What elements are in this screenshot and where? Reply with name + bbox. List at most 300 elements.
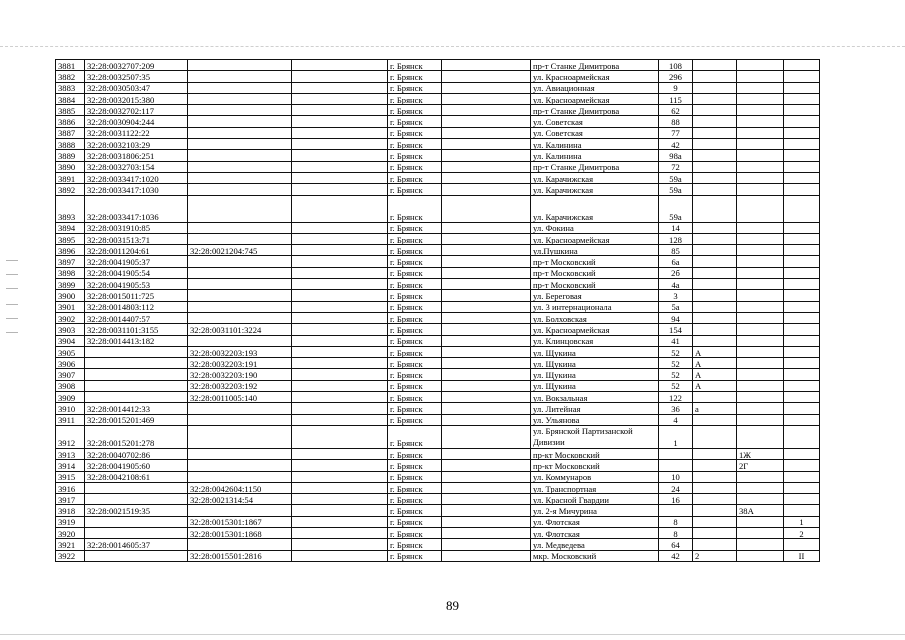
apartment-cell	[784, 448, 820, 459]
cadastral-number-2: 32:28:0021204:745	[188, 245, 292, 256]
cadastral-number-2	[188, 505, 292, 516]
row-number: 3909	[56, 392, 85, 403]
building-cell	[737, 335, 784, 346]
street-cell: ул. Транспортная	[531, 482, 659, 493]
cadastral-number-2	[188, 301, 292, 312]
street-cell: ул. Флотская	[531, 516, 659, 527]
cadastral-number-1: 32:28:0032507:35	[85, 71, 188, 82]
empty-column-1	[292, 414, 388, 425]
cadastral-number-2	[188, 312, 292, 323]
city-cell: г. Брянск	[388, 222, 442, 233]
house-number-cell: 52	[659, 380, 693, 391]
row-number: 3898	[56, 267, 85, 278]
letter-cell	[693, 494, 737, 505]
city-cell: г. Брянск	[388, 392, 442, 403]
table-row	[56, 127, 820, 138]
house-number-cell: 154	[659, 324, 693, 335]
table-row	[56, 448, 820, 459]
apartment-cell	[784, 358, 820, 369]
street-cell: пр-т Станке Димитрова	[531, 161, 659, 172]
street-cell: ул. Советская	[531, 116, 659, 127]
house-number-cell: 88	[659, 116, 693, 127]
table-row	[56, 93, 820, 104]
cadastral-number-1: 32:28:0014605:37	[85, 539, 188, 550]
building-cell	[737, 425, 784, 448]
cadastral-number-2	[188, 414, 292, 425]
empty-column-2	[442, 516, 531, 527]
cadastral-number-2	[188, 195, 292, 222]
apartment-cell	[784, 139, 820, 150]
apartment-cell	[784, 425, 820, 448]
house-number-cell: 5а	[659, 301, 693, 312]
house-number-cell: 4а	[659, 279, 693, 290]
letter-cell	[693, 245, 737, 256]
apartment-cell	[784, 233, 820, 244]
empty-column-2	[442, 161, 531, 172]
building-cell	[737, 172, 784, 183]
table-row	[56, 279, 820, 290]
apartment-cell	[784, 324, 820, 335]
street-cell: ул. 2-я Мичурина	[531, 505, 659, 516]
house-number-cell: 9	[659, 82, 693, 93]
cadastral-number-1	[85, 527, 188, 538]
table-row	[56, 414, 820, 425]
building-cell: 2Г	[737, 460, 784, 471]
house-number-cell: 8	[659, 516, 693, 527]
apartment-cell	[784, 369, 820, 380]
city-cell: г. Брянск	[388, 550, 442, 561]
house-number-cell	[659, 505, 693, 516]
street-cell: ул. Береговая	[531, 290, 659, 301]
house-number-cell: 59а	[659, 195, 693, 222]
letter-cell	[693, 312, 737, 323]
apartment-cell	[784, 403, 820, 414]
house-number-cell: 6а	[659, 256, 693, 267]
row-number: 3911	[56, 414, 85, 425]
cadastral-number-1: 32:28:0032015:380	[85, 93, 188, 104]
empty-column-2	[442, 550, 531, 561]
apartment-cell: 2	[784, 527, 820, 538]
cadastral-number-1: 32:28:0031806:251	[85, 150, 188, 161]
cadastral-number-2	[188, 279, 292, 290]
cadastral-number-2	[188, 233, 292, 244]
letter-cell	[693, 301, 737, 312]
empty-column-2	[442, 245, 531, 256]
cadastral-number-1: 32:28:0015011:725	[85, 290, 188, 301]
building-cell	[737, 71, 784, 82]
building-cell	[737, 414, 784, 425]
cadastral-number-2	[188, 471, 292, 482]
letter-cell	[693, 161, 737, 172]
row-number: 3886	[56, 116, 85, 127]
street-cell: ул. Калинина	[531, 150, 659, 161]
cadastral-number-1	[85, 369, 188, 380]
street-cell: ул. Красноармейская	[531, 93, 659, 104]
row-number: 3916	[56, 482, 85, 493]
letter-cell	[693, 222, 737, 233]
street-cell: ул. Авиационная	[531, 82, 659, 93]
cadastral-number-1	[85, 516, 188, 527]
cadastral-number-1: 32:28:0041905:53	[85, 279, 188, 290]
row-number: 3914	[56, 460, 85, 471]
cadastral-number-2	[188, 256, 292, 267]
letter-cell	[693, 82, 737, 93]
cadastral-number-2: 32:28:0042604:1150	[188, 482, 292, 493]
city-cell: г. Брянск	[388, 369, 442, 380]
building-cell	[737, 184, 784, 195]
cadastral-number-2	[188, 71, 292, 82]
row-number: 3919	[56, 516, 85, 527]
table-row	[56, 139, 820, 150]
letter-cell: А	[693, 380, 737, 391]
cadastral-number-1	[85, 550, 188, 561]
empty-column-1	[292, 105, 388, 116]
street-cell: ул. Щукина	[531, 346, 659, 357]
street-cell: пр-т Московский	[531, 256, 659, 267]
street-cell: мкр. Московский	[531, 550, 659, 561]
letter-cell	[693, 127, 737, 138]
row-number: 3903	[56, 324, 85, 335]
city-cell: г. Брянск	[388, 448, 442, 459]
city-cell: г. Брянск	[388, 414, 442, 425]
row-number: 3891	[56, 172, 85, 183]
cadastral-number-1: 32:28:0032702:117	[85, 105, 188, 116]
building-cell	[737, 256, 784, 267]
cadastral-number-1: 32:28:0014412:33	[85, 403, 188, 414]
street-cell: ул. Карачижская	[531, 184, 659, 195]
cadastral-number-2	[188, 222, 292, 233]
letter-cell	[693, 195, 737, 222]
empty-column-2	[442, 448, 531, 459]
empty-column-2	[442, 127, 531, 138]
empty-column-2	[442, 358, 531, 369]
building-cell	[737, 139, 784, 150]
cadastral-number-1: 32:28:0031122:22	[85, 127, 188, 138]
house-number-cell: 98а	[659, 150, 693, 161]
street-cell: ул. Фокина	[531, 222, 659, 233]
table-row	[56, 222, 820, 233]
letter-cell	[693, 539, 737, 550]
cadastral-number-2	[188, 448, 292, 459]
empty-column-1	[292, 312, 388, 323]
empty-column-1	[292, 346, 388, 357]
building-cell	[737, 161, 784, 172]
city-cell: г. Брянск	[388, 267, 442, 278]
house-number-cell: 77	[659, 127, 693, 138]
letter-cell	[693, 527, 737, 538]
house-number-cell: 36	[659, 403, 693, 414]
city-cell: г. Брянск	[388, 82, 442, 93]
empty-column-1	[292, 425, 388, 448]
table-row	[56, 380, 820, 391]
house-number-cell: 128	[659, 233, 693, 244]
row-number: 3900	[56, 290, 85, 301]
letter-cell	[693, 139, 737, 150]
table-row	[56, 471, 820, 482]
cadastral-number-2	[188, 150, 292, 161]
cadastral-number-1: 32:28:0015201:469	[85, 414, 188, 425]
city-cell: г. Брянск	[388, 380, 442, 391]
house-number-cell: 122	[659, 392, 693, 403]
cadastral-number-1: 32:28:0030503:47	[85, 82, 188, 93]
cadastral-number-1: 32:28:0040702:86	[85, 448, 188, 459]
house-number-cell: 52	[659, 346, 693, 357]
building-cell	[737, 93, 784, 104]
empty-column-2	[442, 346, 531, 357]
apartment-cell	[784, 346, 820, 357]
letter-cell	[693, 256, 737, 267]
cadastral-number-1: 32:28:0032103:29	[85, 139, 188, 150]
building-cell	[737, 471, 784, 482]
row-number: 3905	[56, 346, 85, 357]
apartment-cell	[784, 414, 820, 425]
cadastral-number-1	[85, 380, 188, 391]
city-cell: г. Брянск	[388, 482, 442, 493]
street-cell: ул. Болховская	[531, 312, 659, 323]
table-row	[56, 150, 820, 161]
empty-column-1	[292, 539, 388, 550]
house-number-cell: 59а	[659, 184, 693, 195]
table-row	[56, 60, 820, 71]
table-row	[56, 105, 820, 116]
empty-column-1	[292, 335, 388, 346]
empty-column-2	[442, 471, 531, 482]
street-cell: ул. Советская	[531, 127, 659, 138]
letter-cell	[693, 516, 737, 527]
house-number-cell: 14	[659, 222, 693, 233]
city-cell: г. Брянск	[388, 161, 442, 172]
building-cell	[737, 116, 784, 127]
house-number-cell: 62	[659, 105, 693, 116]
building-cell	[737, 516, 784, 527]
apartment-cell	[784, 539, 820, 550]
apartment-cell: 1	[784, 516, 820, 527]
empty-column-2	[442, 60, 531, 71]
apartment-cell	[784, 301, 820, 312]
table-row	[56, 184, 820, 195]
building-cell	[737, 369, 784, 380]
letter-cell	[693, 414, 737, 425]
building-cell	[737, 539, 784, 550]
row-number: 3922	[56, 550, 85, 561]
cadastral-number-2	[188, 60, 292, 71]
row-number: 3907	[56, 369, 85, 380]
table-row	[56, 516, 820, 527]
letter-cell	[693, 482, 737, 493]
letter-cell	[693, 279, 737, 290]
letter-cell	[693, 60, 737, 71]
apartment-cell	[784, 335, 820, 346]
apartment-cell: II	[784, 550, 820, 561]
row-number: 3897	[56, 256, 85, 267]
empty-column-1	[292, 301, 388, 312]
city-cell: г. Брянск	[388, 233, 442, 244]
row-number: 3884	[56, 93, 85, 104]
row-number: 3901	[56, 301, 85, 312]
letter-cell	[693, 460, 737, 471]
house-number-cell: 64	[659, 539, 693, 550]
row-number: 3913	[56, 448, 85, 459]
street-cell: ул. Щукина	[531, 358, 659, 369]
cadastral-number-1: 32:28:0014407:57	[85, 312, 188, 323]
table-row	[56, 346, 820, 357]
street-cell: ул. Калинина	[531, 139, 659, 150]
empty-column-2	[442, 290, 531, 301]
house-number-cell: 72	[659, 161, 693, 172]
city-cell: г. Брянск	[388, 195, 442, 222]
building-cell	[737, 403, 784, 414]
street-cell: пр-кт Московский	[531, 460, 659, 471]
cadastral-number-2	[188, 139, 292, 150]
apartment-cell	[784, 392, 820, 403]
house-number-cell: 1	[659, 425, 693, 448]
empty-column-1	[292, 324, 388, 335]
letter-cell: а	[693, 403, 737, 414]
cadastral-number-1: 32:28:0032703:154	[85, 161, 188, 172]
building-cell	[737, 195, 784, 222]
building-cell: 1Ж	[737, 448, 784, 459]
letter-cell	[693, 267, 737, 278]
empty-column-1	[292, 279, 388, 290]
street-cell: ул. Карачижская	[531, 172, 659, 183]
empty-column-2	[442, 494, 531, 505]
city-cell: г. Брянск	[388, 245, 442, 256]
street-cell: ул. Красной Гвардии	[531, 494, 659, 505]
letter-cell	[693, 425, 737, 448]
letter-cell	[693, 335, 737, 346]
empty-column-1	[292, 527, 388, 538]
empty-column-1	[292, 139, 388, 150]
empty-column-1	[292, 550, 388, 561]
cadastral-number-1: 32:28:0041905:37	[85, 256, 188, 267]
empty-column-2	[442, 539, 531, 550]
empty-column-1	[292, 471, 388, 482]
empty-column-1	[292, 267, 388, 278]
empty-column-2	[442, 482, 531, 493]
scan-edge-top	[0, 46, 905, 47]
row-number: 3883	[56, 82, 85, 93]
letter-cell	[693, 184, 737, 195]
building-cell	[737, 267, 784, 278]
letter-cell	[693, 116, 737, 127]
city-cell: г. Брянск	[388, 301, 442, 312]
empty-column-1	[292, 172, 388, 183]
street-cell: ул.Пушкина	[531, 245, 659, 256]
row-number: 3904	[56, 335, 85, 346]
table-row	[56, 494, 820, 505]
empty-column-2	[442, 184, 531, 195]
row-number: 3902	[56, 312, 85, 323]
city-cell: г. Брянск	[388, 425, 442, 448]
empty-column-1	[292, 256, 388, 267]
scan-edge-bottom	[0, 634, 905, 635]
apartment-cell	[784, 245, 820, 256]
cadastral-number-1: 32:28:0015201:278	[85, 425, 188, 448]
cadastral-number-1: 32:28:0041905:54	[85, 267, 188, 278]
apartment-cell	[784, 184, 820, 195]
cadastral-number-1: 32:28:0030904:244	[85, 116, 188, 127]
table-row	[56, 116, 820, 127]
letter-cell: А	[693, 369, 737, 380]
empty-column-2	[442, 82, 531, 93]
city-cell: г. Брянск	[388, 139, 442, 150]
street-cell: ул. Красноармейская	[531, 324, 659, 335]
apartment-cell	[784, 82, 820, 93]
city-cell: г. Брянск	[388, 539, 442, 550]
empty-column-2	[442, 335, 531, 346]
table-row	[56, 539, 820, 550]
empty-column-1	[292, 358, 388, 369]
letter-cell	[693, 290, 737, 301]
empty-column-1	[292, 516, 388, 527]
row-number: 3894	[56, 222, 85, 233]
apartment-cell	[784, 494, 820, 505]
row-number: 3890	[56, 161, 85, 172]
letter-cell: 2	[693, 550, 737, 561]
cadastral-number-2	[188, 93, 292, 104]
table-row	[56, 550, 820, 561]
cadastral-number-2	[188, 290, 292, 301]
empty-column-2	[442, 222, 531, 233]
cadastral-number-2: 32:28:0031101:3224	[188, 324, 292, 335]
house-number-cell: 85	[659, 245, 693, 256]
cadastral-number-1: 32:28:0042108:61	[85, 471, 188, 482]
city-cell: г. Брянск	[388, 471, 442, 482]
cadastral-number-1: 32:28:0032707:209	[85, 60, 188, 71]
city-cell: г. Брянск	[388, 184, 442, 195]
street-cell: ул. Вокзальная	[531, 392, 659, 403]
cadastral-number-2: 32:28:0011005:140	[188, 392, 292, 403]
city-cell: г. Брянск	[388, 290, 442, 301]
city-cell: г. Брянск	[388, 505, 442, 516]
cadastral-number-2	[188, 127, 292, 138]
cadastral-number-1	[85, 482, 188, 493]
street-cell: ул. Коммунаров	[531, 471, 659, 482]
empty-column-1	[292, 392, 388, 403]
empty-column-2	[442, 392, 531, 403]
house-number-cell: 59а	[659, 172, 693, 183]
cadastral-number-1: 32:28:0014413:182	[85, 335, 188, 346]
cadastral-number-2	[188, 460, 292, 471]
house-number-cell: 52	[659, 358, 693, 369]
row-number: 3910	[56, 403, 85, 414]
empty-column-2	[442, 369, 531, 380]
house-number-cell: 8	[659, 527, 693, 538]
row-number: 3908	[56, 380, 85, 391]
building-cell	[737, 82, 784, 93]
letter-cell	[693, 324, 737, 335]
empty-column-1	[292, 290, 388, 301]
row-number: 3918	[56, 505, 85, 516]
apartment-cell	[784, 127, 820, 138]
house-number-cell: 41	[659, 335, 693, 346]
empty-column-2	[442, 71, 531, 82]
cadastral-number-2: 32:28:0032203:190	[188, 369, 292, 380]
street-cell: ул. Красноармейская	[531, 233, 659, 244]
apartment-cell	[784, 256, 820, 267]
row-number: 3893	[56, 195, 85, 222]
street-cell: ул. Литейная	[531, 403, 659, 414]
letter-cell: А	[693, 358, 737, 369]
row-number: 3912	[56, 425, 85, 448]
cadastral-number-2: 32:28:0015501:2816	[188, 550, 292, 561]
apartment-cell	[784, 161, 820, 172]
cadastral-number-2	[188, 425, 292, 448]
building-cell	[737, 301, 784, 312]
house-number-cell	[659, 448, 693, 459]
letter-cell	[693, 71, 737, 82]
table-row	[56, 256, 820, 267]
